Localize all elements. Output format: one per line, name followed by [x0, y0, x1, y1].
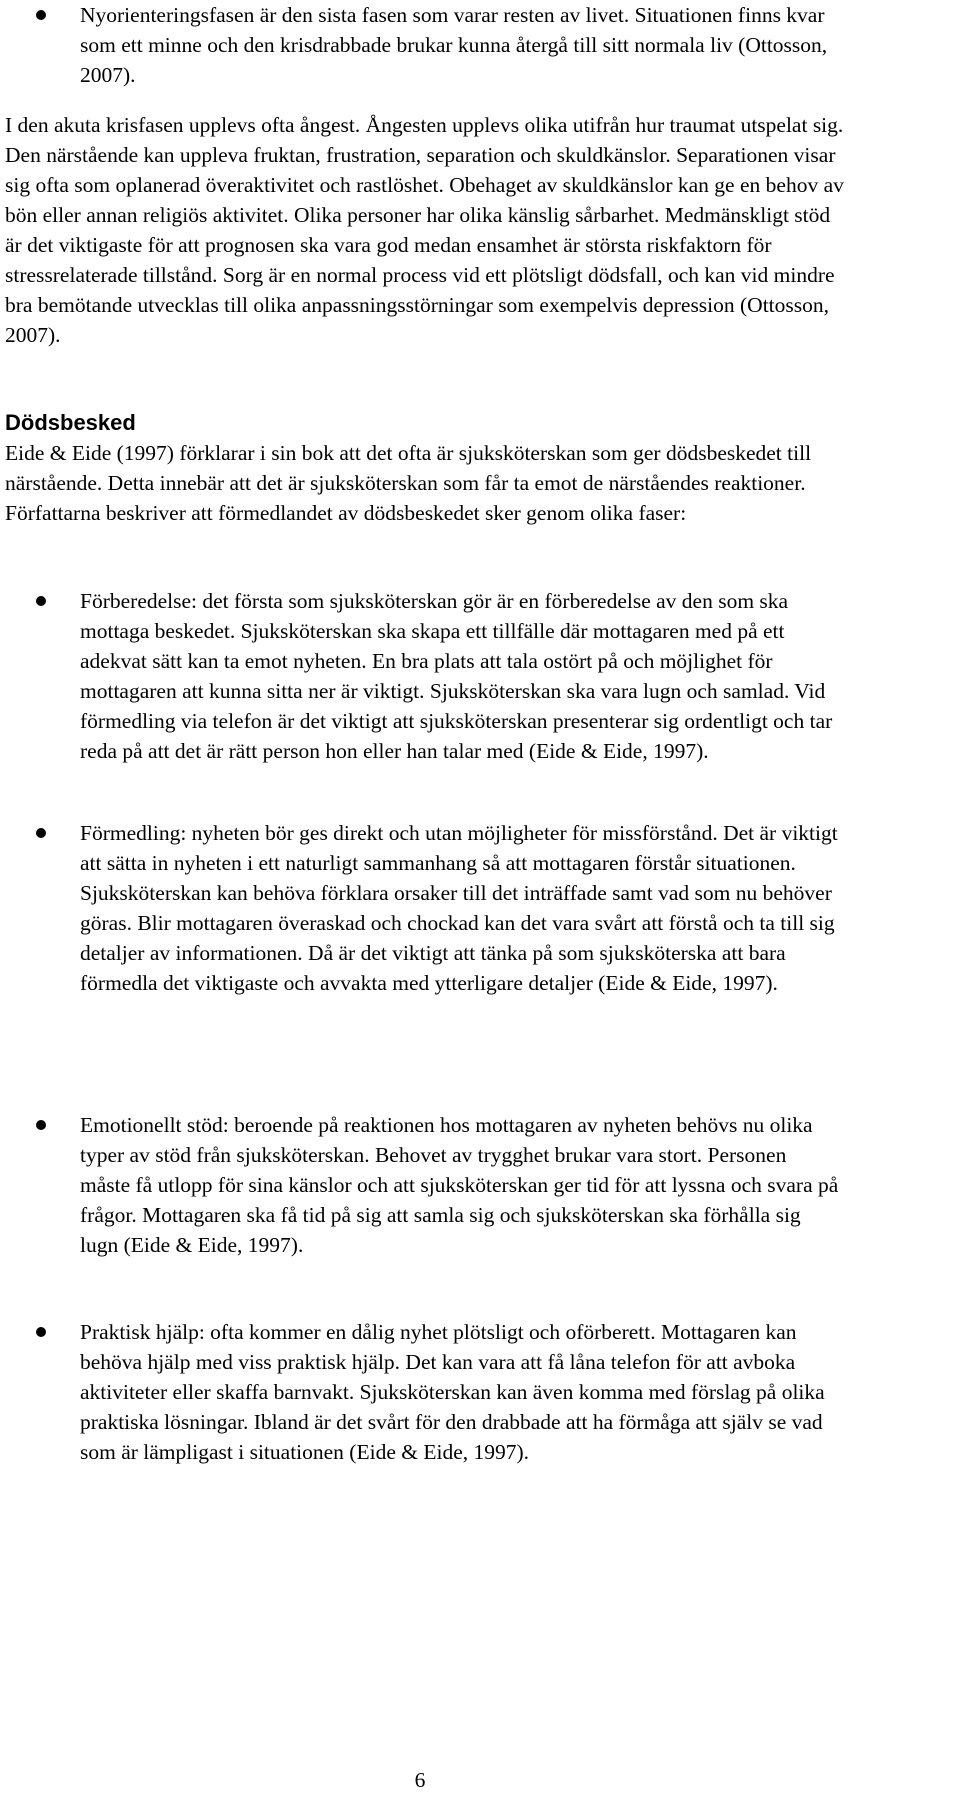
bullet-icon	[36, 1120, 46, 1130]
list-item-text: Praktisk hjälp: ofta kommer en dålig nyhet plötsligt och oförberett. Mottagaren kan behöva hjälp med viss praktisk hjälp. Det kan vara att få låna telefon för att avboka aktiviteter eller skaffa barnvakt. Sjuksköterskan kan även komma med förslag på olika praktiska lösningar. Ibland är det svårt för den drabbade att ha förmåga att själv se vad som är lämpligast i situationen (Eide & Eide, 1997).	[80, 1320, 825, 1464]
list-item-text: Förmedling: nyheten bör ges direkt och utan möjligheter för missförstånd. Det är viktigt att sätta in nyheten i ett naturligt sammanhang så att mottagaren förstår situationen. Sjuksköterskan kan behöva förklara orsaker till det inträffade samt vad som nu behöver göras. Blir mottagaren överaskad och chockad kan det vara svårt att förstå och ta till sig detaljer av informationen. Då är det viktigt att tänka på som sjuksköterska att bara förmedla det viktigaste och avvakta med ytterligare detaljer (Eide & Eide, 1997).	[80, 821, 838, 995]
page-number: 6	[414, 1768, 426, 1792]
list-item-text: Emotionellt stöd: beroende på reaktionen hos mottagaren av nyheten behövs nu olika typer av stöd från sjuksköterskan. Behovet av trygghet brukar vara stort. Personen måste få utlopp för sina känslor och att sjuksköterskan ger tid för att lyssna och svara på frågor. Mottagaren ska få tid på sig att samla sig och sjuksköterskan ska förhålla sig lugn (Eide & Eide, 1997).	[80, 1113, 839, 1257]
list-item-text: Nyorienteringsfasen är den sista fasen som varar resten av livet. Situationen finns kvar som ett minne och den krisdrabbade brukar kunna återgå till sitt normala liv (Ottosson, 2007).	[80, 3, 828, 87]
intro-paragraph: I den akuta krisfasen upplevs ofta ångest. Ångesten upplevs olika utifrån hur traumat utspelat sig. Den närstående kan uppleva fruktan, frustration, separation och skuldkänslor. Separationen visar sig ofta som oplanerad överaktivitet och rastlöshet. Obehaget av skuldkänslor kan ge en behov av bön eller annan religiös aktivitet. Olika personer har olika känslig sårbarhet. Medmänskligt stöd är det viktigaste för att prognosen ska vara god medan ensamhet är största riskfaktorn för stressrelaterade tillstånd. Sorg är en normal process vid ett plötsligt dödsfall, och kan vid mindre bra bemötande utvecklas till olika anpassningsstörningar som exempelvis depression (Ottosson, 2007).	[5, 113, 844, 347]
bullet-icon	[36, 828, 46, 838]
section-heading: Dödsbesked	[5, 410, 136, 435]
list-item-text: Förberedelse: det första som sjuksköterskan gör är en förberedelse av den som ska mottaga beskedet. Sjuksköterskan ska skapa ett tillfälle där mottagaren med på ett adekvat sätt kan ta emot nyheten. En bra plats att tala ostört på och möjlighet för mottagaren att kunna sitta ner är viktigt. Sjuksköterskan ska vara lugn och samlad. Vid förmedling via telefon är det viktigt att sjuksköterskan presenterar sig ordentligt och tar reda på att det är rätt person hon eller han talar med (Eide & Eide, 1997).	[80, 589, 833, 763]
bullet-icon	[36, 596, 46, 606]
bullet-icon	[36, 10, 46, 20]
section-paragraph: Eide & Eide (1997) förklarar i sin bok att det ofta är sjuksköterskan som ger dödsbeskedet till närstående. Detta innebär att det är sjuksköterskan som får ta emot de närståendes reaktioner. Författarna beskriver att förmedlandet av dödsbeskedet sker genom olika faser:	[5, 441, 812, 525]
bullet-icon	[36, 1327, 46, 1337]
